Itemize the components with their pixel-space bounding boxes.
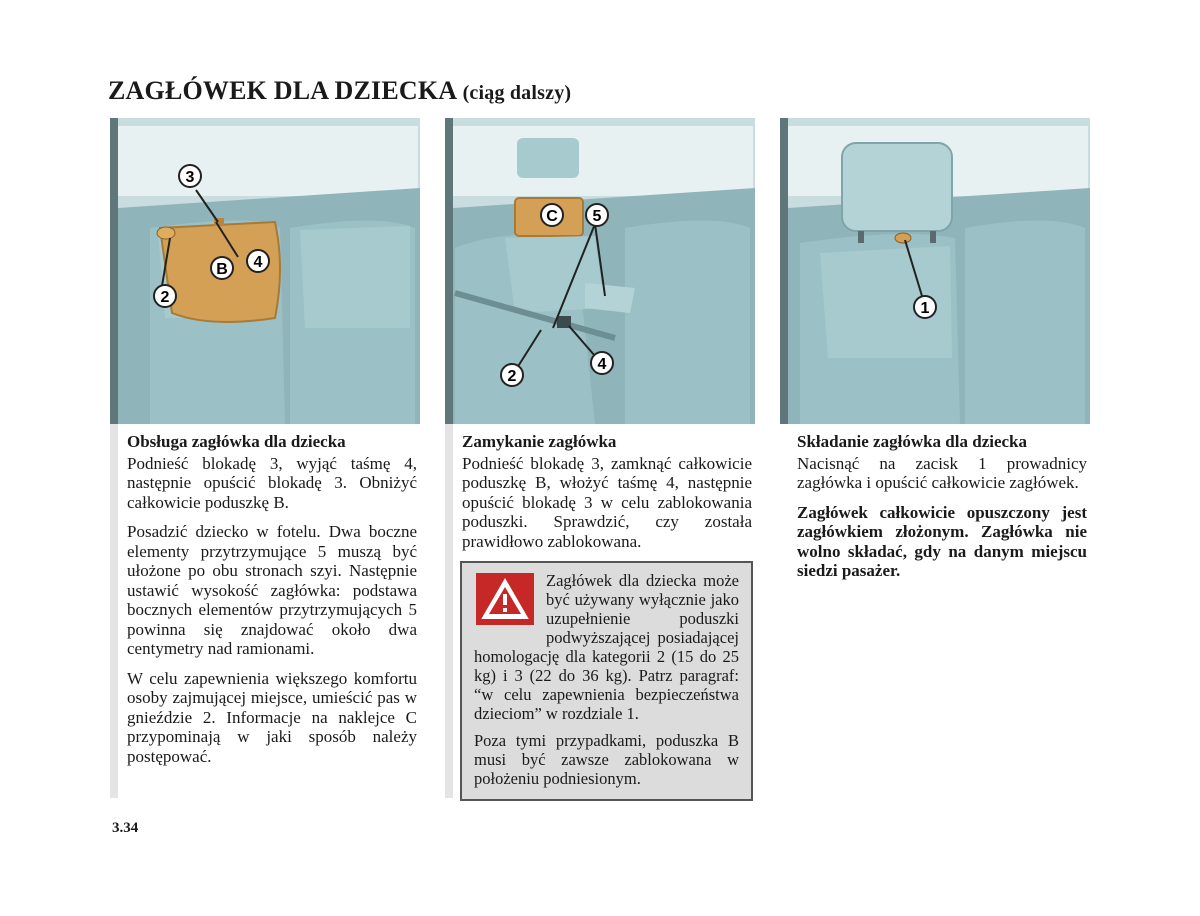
callout-2 [501,364,523,386]
photo-child-headrest-closed [445,118,755,424]
warning-triangle-icon [476,573,534,625]
svg-text:3: 3 [185,169,195,186]
paragraph: Podnieść blokadę 3, wyjąć taśmę 4, następnie opuścić blokadę 3. Obniżyć całkowicie poduszkę B. [127,453,417,512]
callout-1 [914,296,936,318]
svg-text:1: 1 [920,300,930,317]
paragraph: Zagłówek całkowicie opuszczony jest zagłówkiem złożonym. Zagłówka nie wolno składać, gdy na danym miejscu siedzi pasażer. [797,502,1087,580]
callout-c [541,204,563,226]
page-title [108,76,571,106]
paragraph: Posadzić dziecko w fotelu. Dwa boczne elementy przytrzymujące 5 muszą być ułożone po obu stronach szyi. Następnie ustawić wysokość zagłówka: podstawa bocznych elementów przytrzymujących 5 powinna się znajdować około dwa centymetry nad ramionami. [127,522,417,658]
photo-child-headrest-open [110,118,420,424]
svg-text:2: 2 [507,368,517,385]
callout-b [211,257,233,279]
svg-text:5: 5 [592,208,602,225]
paragraph: W celu zapewnienia większego komfortu osoby zajmującej miejsce, umieścić pas w gnieździe 2. Informacje na naklejce C przypominają w jaki sposób należy postępować. [127,668,417,766]
section-folding [797,432,1087,591]
section-heading: Składanie zagłówka dla dziecka [797,432,1028,451]
callout-5 [586,204,608,226]
warning-box [460,561,753,801]
svg-text:2: 2 [160,289,170,306]
section-closing [462,432,752,561]
section-heading: Zamykanie zagłówka [462,432,617,451]
warning-paragraph: Poza tymi przypadkami, poduszka B musi być zawsze zablokowana w położeniu podniesionym. [474,731,739,788]
section-operating [127,432,417,776]
callout-4 [247,250,269,272]
svg-text:4: 4 [253,254,263,271]
title-sub: (ciąg dalszy) [462,82,572,104]
svg-text:4: 4 [597,356,607,373]
section-heading: Obsługa zagłówka dla dziecka [127,432,346,451]
svg-text:B: B [216,261,228,278]
callout-4 [591,352,613,374]
photo-child-headrest-folded [780,118,1090,424]
warning-paragraph: Zagłówek dla dziecka może być używany wyłącznie jako uzupełnienie poduszki podwyższającej posiadającej homologację dla kategorii 2 (15 do 25 kg) i 3 (22 do 36 kg). Patrz paragraf: “w celu zapewnienia bezpieczeństwa dzieciom” w rozdziale 1. [474,571,739,723]
title-main: ZAGŁÓWEK DLA DZIECKA [108,76,456,105]
callout-3 [179,165,201,187]
callout-2 [154,285,176,307]
page-number: 3.34 [112,820,139,836]
paragraph: Podnieść blokadę 3, zamknąć całkowicie poduszkę B, włożyć taśmę 4, następnie opuścić blokadę 3 w celu zablokowania poduszki. Sprawdzić, czy została prawidłowo zablokowana. [462,453,752,551]
paragraph: Nacisnąć na zacisk 1 prowadnicy zagłówka i opuścić całkowicie zagłówek. [797,453,1087,492]
svg-text:C: C [546,208,558,225]
